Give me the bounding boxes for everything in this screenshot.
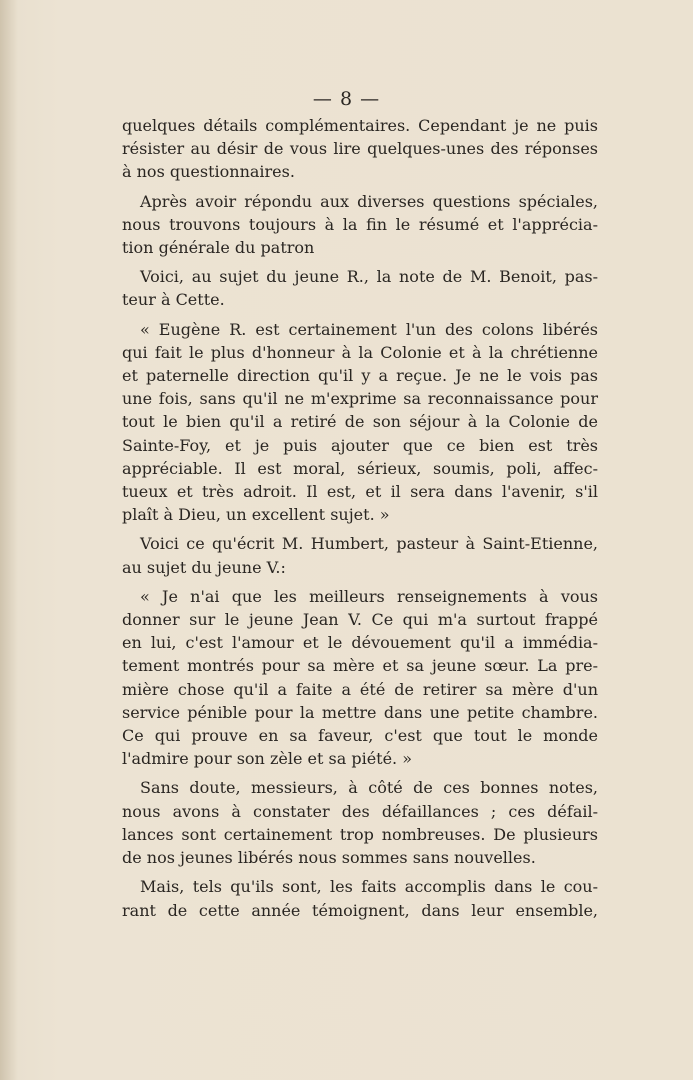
text-line: Sainte-Foy, et je puis ajouter que ce bien est très — [122, 435, 598, 455]
text-line: teur à Cette. — [122, 290, 225, 310]
page-number: — 8 — — [312, 88, 381, 110]
text-line: de nos jeunes libérés nous sommes sans nouvelles. — [122, 848, 536, 868]
text-line: service pénible pour la mettre dans une petite chambre. — [122, 702, 598, 722]
text-line: quelques détails complémentaires. Cependant je ne puis — [122, 116, 598, 135]
text-line: « Je n'ai que les meilleurs renseignements à vous — [140, 586, 598, 606]
text-line: une fois, sans qu'il ne m'exprime sa reconnaissance pour — [122, 389, 598, 409]
body-text — [122, 114, 598, 928]
text-line: Voici, au sujet du jeune R., la note de M. Benoit, pas- — [140, 267, 598, 287]
paragraph — [122, 532, 598, 578]
text-line: donner sur le jeune Jean V. Ce qui m'a surtout frappé — [122, 610, 598, 630]
text-line: et paternelle direction qu'il y a reçue. Je ne le vois pas — [122, 366, 598, 386]
text-line: qui fait le plus d'honneur à la Colonie et à la chrétienne — [122, 342, 598, 362]
paragraph — [122, 585, 598, 771]
paragraph — [122, 265, 598, 311]
text-line: en lui, c'est l'amour et le dévouement qu'il a immédia- — [122, 633, 598, 653]
text-line: nous trouvons toujours à la fin le résumé et l'apprécia- — [122, 214, 598, 234]
text-line: Mais, tels qu'ils sont, les faits accomplis dans le cou- — [140, 877, 598, 897]
text-line: Sans doute, messieurs, à côté de ces bonnes notes, — [140, 778, 598, 798]
text-line: à nos questionnaires. — [122, 162, 295, 182]
text-line: tement montrés pour sa mère et sa jeune sœur. La pre- — [122, 656, 598, 676]
text-line: lances sont certainement trop nombreuses. De plusieurs — [122, 824, 598, 844]
paragraph — [122, 318, 598, 527]
paragraph — [122, 114, 598, 184]
text-line: Après avoir répondu aux diverses questions spéciales, — [140, 191, 598, 211]
text-line: « Eugène R. est certainement l'un des colons libérés — [140, 319, 598, 339]
paragraph — [122, 776, 598, 869]
text-line: tueux et très adroit. Il est, et il sera dans l'avenir, s'il — [122, 482, 598, 502]
text-line: rant de cette année témoignent, dans leur ensemble, — [122, 900, 598, 920]
text-line: plaît à Dieu, un excellent sujet. » — [122, 505, 390, 525]
text-line: nous avons à constater des défaillances ; ces défail- — [122, 801, 598, 821]
text-line: Ce qui prouve en sa faveur, c'est que tout le monde — [122, 726, 598, 746]
text-line: tout le bien qu'il a retiré de son séjour à la Colonie de — [122, 412, 598, 432]
text-line: tion générale du patron — [122, 238, 315, 258]
text-line: mière chose qu'il a faite a été de retirer sa mère d'un — [122, 679, 598, 699]
text-line: Voici ce qu'écrit M. Humbert, pasteur à Saint-Etienne, — [140, 534, 598, 554]
text-line: résister au désir de vous lire quelques-unes des réponses — [122, 139, 598, 159]
text-line: au sujet du jeune V.: — [122, 557, 286, 577]
text-line: l'admire pour son zèle et sa piété. » — [122, 749, 413, 769]
paragraph — [122, 190, 598, 260]
paragraph — [122, 875, 598, 921]
text-line: appréciable. Il est moral, sérieux, soumis, poli, affec- — [122, 458, 598, 478]
